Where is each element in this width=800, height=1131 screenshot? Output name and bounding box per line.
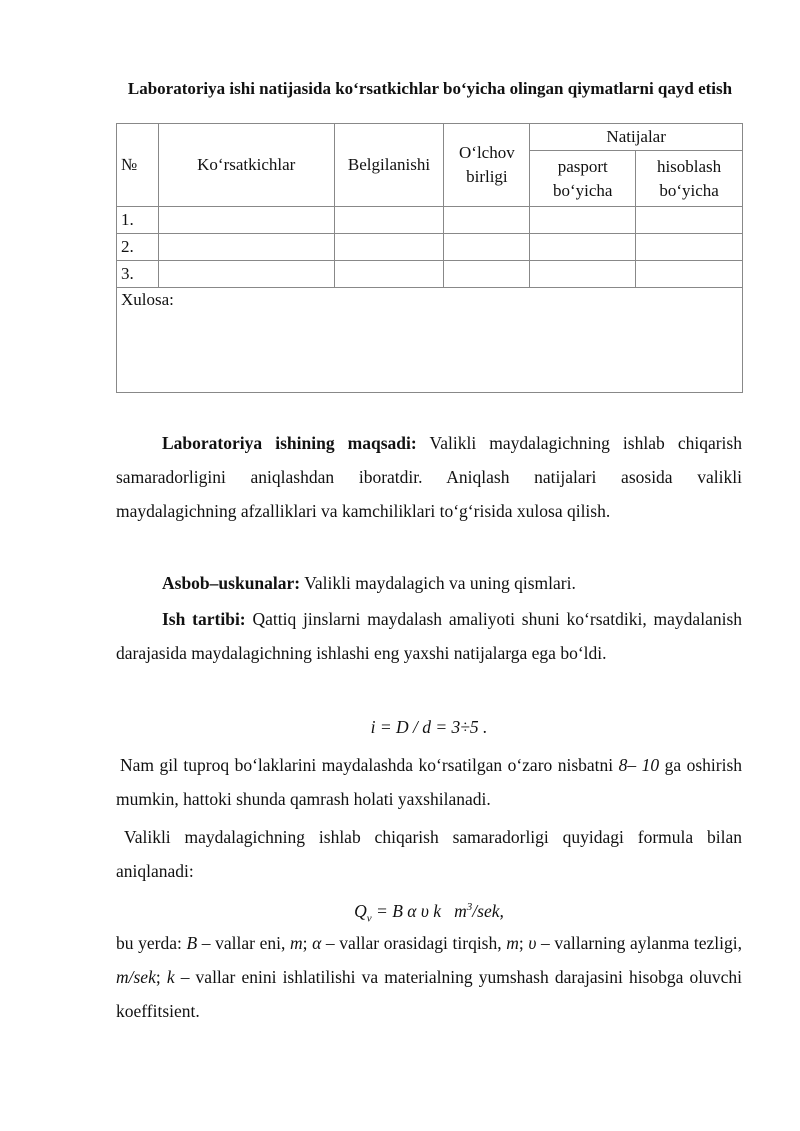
row-number: 1. xyxy=(117,207,159,234)
results-table xyxy=(116,123,743,393)
table-cell xyxy=(636,261,743,288)
header-results: Natijalar xyxy=(530,124,743,151)
procedure-label: Ish tartibi: xyxy=(162,609,246,629)
table-cell xyxy=(158,261,334,288)
equipment-text: Valikli maydalagich va uning qismlari. xyxy=(304,573,576,593)
table-cell xyxy=(444,234,530,261)
table-cell xyxy=(636,234,743,261)
table-cell xyxy=(334,261,444,288)
table-cell xyxy=(158,234,334,261)
equipment-label: Asbob–uskunalar: xyxy=(162,573,301,593)
header-calculated: hisoblash bo‘yicha xyxy=(636,151,743,207)
clay-text-end: ga oshirish mumkin, hattoki shunda qamrash holati yaxshilanadi. xyxy=(116,755,743,809)
table-cell xyxy=(530,207,636,234)
table-cell xyxy=(158,207,334,234)
productivity-formula: $Q_v = B$ α υ k $m^3$/sek, xyxy=(354,900,504,925)
clay-text: Nam gil tuproq bo‘laklarini maydalashda ko‘rsatilgan o‘zaro nisbatni xyxy=(120,755,614,775)
table-title: Laboratoriya ishi natijasida ko‘rsatkichlar bo‘yicha olingan qiymatlarni qayd etish xyxy=(127,79,733,98)
procedure-text: Qattiq jinslarni maydalash amaliyoti shuni ko‘rsatdiki, maydalanish darajasida maydalagichning ishlashi eng yaxshi natijalarga ega bo‘ldi. xyxy=(116,609,743,663)
table-cell xyxy=(334,207,444,234)
equipment-paragraph xyxy=(116,566,742,600)
table-cell xyxy=(444,261,530,288)
goal-label: Laboratoriya ishining maqsadi: xyxy=(162,433,417,453)
conclusion-cell: Xulosa: xyxy=(117,288,743,393)
table-cell xyxy=(636,207,743,234)
table-cell xyxy=(334,234,444,261)
productivity-paragraph: Valikli maydalagichning ishlab chiqarish samaradorligi quyidagi formula bilan aniqlanadi: xyxy=(116,827,742,881)
row-number: 2. xyxy=(117,234,159,261)
table-cell xyxy=(444,207,530,234)
table-cell xyxy=(530,234,636,261)
clay-paragraph xyxy=(116,748,742,816)
procedure-paragraph xyxy=(116,602,742,670)
header-designation: Belgilanishi xyxy=(334,124,444,207)
header-passport: pasport bo‘yicha xyxy=(530,151,636,207)
ratio-formula: i = D / d = 3÷5 . xyxy=(370,717,488,737)
header-number: № xyxy=(117,124,159,207)
goal-paragraph xyxy=(116,426,742,528)
table-row xyxy=(117,261,743,288)
legend-paragraph: bu yerda: B – vallar eni, m; α – vallar orasidagi tirqish, m; υ – vallarning aylanma tezligi, m/sek; k – vallar enini ishlatilishi va materialning yumshash darajasini hisobga oluvchi koeffitsient. xyxy=(116,933,742,1021)
table-cell xyxy=(530,261,636,288)
clay-ratio: 8– 10 xyxy=(618,755,660,775)
table-row xyxy=(117,207,743,234)
table-row xyxy=(117,234,743,261)
header-unit: O‘lchov birligi xyxy=(444,124,530,207)
header-indicators: Ko‘rsatkichlar xyxy=(158,124,334,207)
goal-text: Valikli maydalagichning ishlab chiqarish samaradorligini aniqlashdan iboratdir. Aniqlash natijalari asosida valikli maydalagichning afzalliklari va kamchiliklari to‘g‘risida xulosa qilish. xyxy=(116,433,742,521)
row-number: 3. xyxy=(117,261,159,288)
